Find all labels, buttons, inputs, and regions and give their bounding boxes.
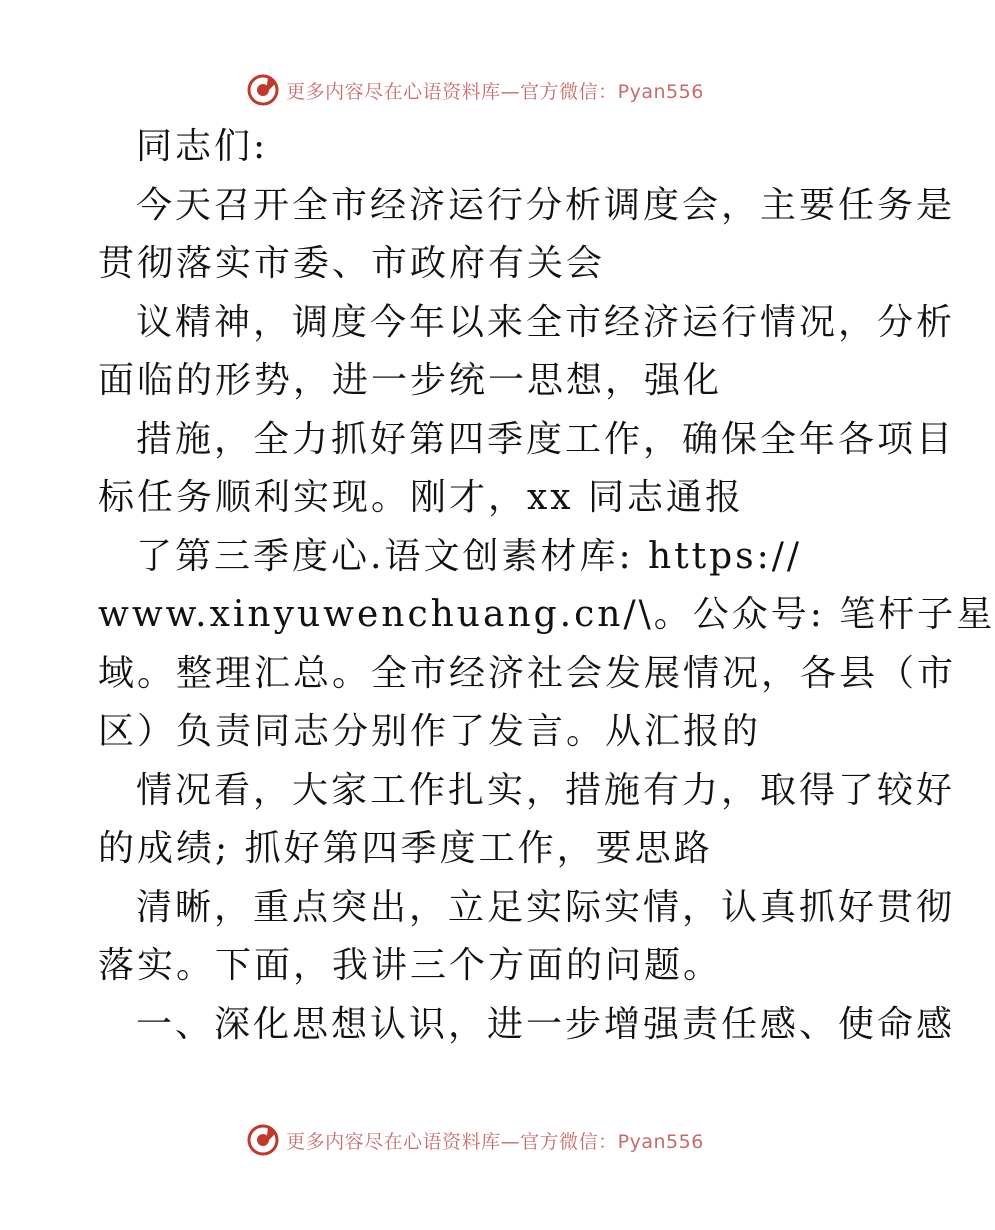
text-line: 同志们: (136, 126, 269, 167)
footer-watermark (0, 1120, 950, 1160)
watermark-text: 更多内容尽在心语资料库—官方微信：Pyan556 (286, 80, 704, 103)
text-line: 了第三季度心.语文创素材库: https:// (136, 535, 803, 577)
text-line: 面临的形势，进一步统一思想，强化 (98, 360, 723, 401)
text-line: 区）负责同志分别作了发言。从汇报的 (98, 711, 762, 752)
text-line: 一、深化思想认识，进一步增强责任感、使命感 (136, 1003, 956, 1045)
text-line: 措施，全力抓好第四季度工作，确保全年各项目 (136, 418, 956, 460)
text-line: 的成绩; 抓好第四季度工作，要思路 (98, 828, 713, 869)
document-body (98, 118, 995, 1054)
text-line: 落实。下面，我讲三个方面的问题。 (98, 945, 723, 986)
text-line: 议精神，调度今年以来全市经济运行情况，分析 (136, 301, 956, 343)
text-line: 今天召开全市经济运行分析调度会，主要任务是 (136, 184, 956, 226)
watermark-text: 更多内容尽在心语资料库—官方微信：Pyan556 (286, 1130, 704, 1153)
text-line: 清晰，重点突出，立足实际实情，认真抓好贯彻 (136, 886, 956, 928)
text-line: www.xinyuwenchuang.cn/\。公众号: 笔杆子星 (98, 594, 995, 635)
logo-icon (246, 1123, 280, 1157)
logo-icon (246, 73, 280, 107)
text-line: 贯彻落实市委、市政府有关会 (98, 243, 606, 284)
text-line: 域。整理汇总。全市经济社会发展情况，各县（市 (98, 652, 957, 694)
text-line: 情况看，大家工作扎实，措施有力，取得了较好 (136, 769, 956, 811)
header-watermark (0, 70, 950, 110)
text-line: 标任务顺利实现。刚才，xx 同志通报 (98, 477, 745, 518)
